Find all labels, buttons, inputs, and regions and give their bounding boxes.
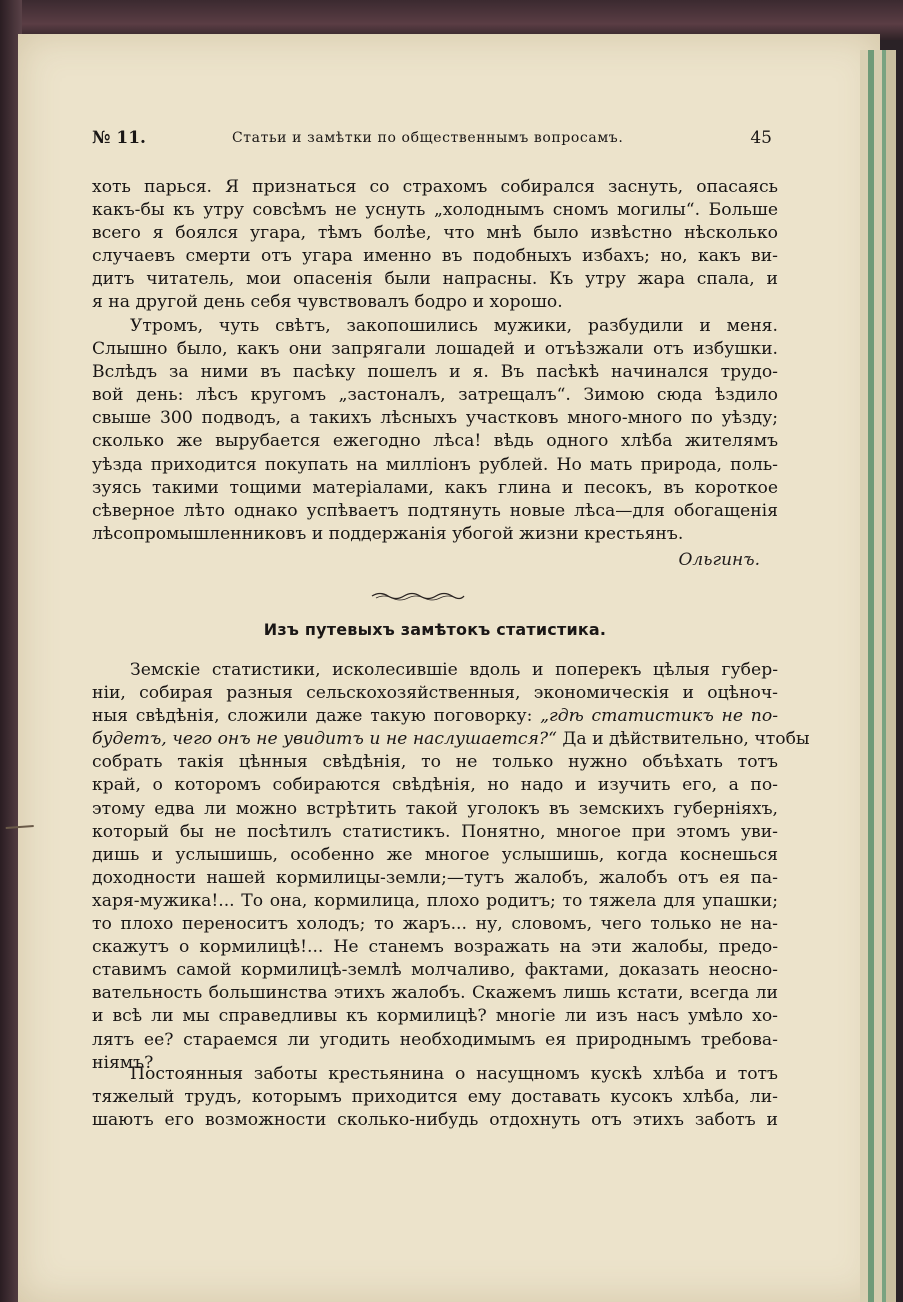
text-line [92,728,810,751]
text-line: этому едва ли можно встрѣтить такой уголокъ въ земскихъ губерніяхъ, [92,798,778,819]
text-line: лятъ ее? стараемся ли угодить необходимымъ ея природнымъ требова- [92,1029,778,1050]
paragraph-2 [92,315,778,546]
paragraph-1 [92,176,778,315]
binding-thread [6,825,35,837]
page-edges [860,50,896,1302]
text-line: сѣверное лѣто однако успѣваетъ подтянуть новые лѣса—для обогащенія [92,500,778,521]
text-line: шаютъ его возможности сколько-нибудь отдохнуть отъ этихъ заботъ и [92,1110,778,1131]
text-line: харя-мужика!... То она, кормилица, плохо родитъ; то тяжела для упашки; [92,890,778,911]
text-line [92,705,778,728]
paragraph-4 [92,1063,778,1132]
text-line: который бы не посѣтилъ статистикъ. Понятно, многое при этомъ уви- [92,821,778,842]
italic-quote: будетъ, чего онъ не увидитъ и не наслушается?“ [92,729,557,750]
text-line: дитъ читатель, мои опасенія были напрасны. Къ утру жара спала, и [92,269,778,290]
text-line: лѣсопромышленниковъ и поддержанія убогой жизни крестьянъ. [92,523,684,544]
header-title: Статьи и замѣтки по общественнымъ вопросамъ. [232,130,624,146]
text-line: ніи, собирая разныя сельскохозяйственныя, экономическія и оцѣноч- [92,683,778,704]
text-line: я на другой день себя чувствовалъ бодро и хорошо. [92,292,563,313]
text-line: Земскіе статистики, исколесившіе вдоль и поперекъ цѣлыя губер- [130,660,778,680]
text-line: свыше 300 подводъ, а такихъ лѣсныхъ участковъ много-много по уѣзду; [92,408,778,429]
text-line: ніямъ? [92,1052,154,1073]
text-line: и всѣ ли мы справедливы къ кормилицѣ? многіе ли изъ насъ умѣло хо- [92,1006,778,1027]
text-line: ставимъ самой кормилицѣ-землѣ молчаливо, фактами, доказать неосно- [92,960,778,981]
italic-quote: „гдѣ статистикъ не по- [540,706,778,727]
text-line: собрать такія цѣнныя свѣдѣнія, то не только нужно объѣхать тотъ [92,752,778,773]
text-line: Слышно было, какъ они запрягали лошадей и отъѣзжали отъ избушки. [92,339,778,360]
text-segment: Да и дѣйствительно, чтобы [562,729,810,750]
section-divider-ornament [370,590,466,602]
issue-number: № 11. [92,128,146,148]
page-number: 45 [750,128,772,148]
text-line: край, о которомъ собираются свѣдѣнія, но надо и изучить его, а по- [92,775,778,796]
text-line: Постоянныя заботы крестьянина о насущномъ кускѣ хлѣба и тотъ [130,1064,778,1084]
text-line: скажутъ о кормилицѣ!... Не станемъ возражать на эти жалобы, предо- [92,937,778,958]
text-line: какъ-бы къ утру совсѣмъ не уснуть „холоднымъ сномъ могилы“. Больше [92,200,778,221]
text-line: тяжелый трудъ, которымъ приходится ему доставать кусокъ хлѣба, ли- [92,1087,778,1108]
text-line: хоть парься. Я признаться со страхомъ собирался заснуть, опасаясь [92,177,778,197]
text-line: дишь и услышишь, особенно же многое услышишь, когда коснешься [92,844,778,865]
text-line: случаевъ смерти отъ угара именно въ подобныхъ избахъ; но, какъ ви- [92,246,778,267]
text-line: уѣзда приходится покупать на милліонъ рублей. Но мать природа, поль- [92,454,778,475]
paragraph-3 [92,659,810,1075]
text-line: Утромъ, чуть свѣтъ, закопошились мужики, разбудили и меня. [130,316,778,336]
author-signature: Ольгинъ. [678,550,760,570]
text-line: то плохо переноситъ холодъ; то жаръ... ну, словомъ, чего только не на- [92,914,778,935]
text-line: вательность большинства этихъ жалобъ. Скажемъ лишь кстати, всегда ли [92,983,778,1004]
text-line: зуясь такими тощими матеріалами, какъ глина и песокъ, въ короткое [92,477,778,498]
text-line: вой день: лѣсъ кругомъ „застоналъ, затрещалъ“. Зимою сюда ѣздило [92,385,778,406]
section-title: Изъ путевыхъ замѣтокъ статистика. [263,620,607,639]
text-segment: ныя свѣдѣнія, сложили даже такую поговорку: [92,706,533,727]
text-line: всего я боялся угара, тѣмъ болѣе, что мнѣ было извѣстно нѣсколько [92,223,778,244]
text-line: сколько же вырубается ежегодно лѣса! вѣдь одного хлѣба жителямъ [92,431,778,452]
running-header [92,128,772,154]
text-line: Вслѣдъ за ними въ пасѣку пошелъ и я. Въ пасѣкѣ начинался трудо- [92,362,778,383]
text-line: доходности нашей кормилицы-земли;—тутъ жалобъ, жалобъ отъ ея па- [92,867,778,888]
